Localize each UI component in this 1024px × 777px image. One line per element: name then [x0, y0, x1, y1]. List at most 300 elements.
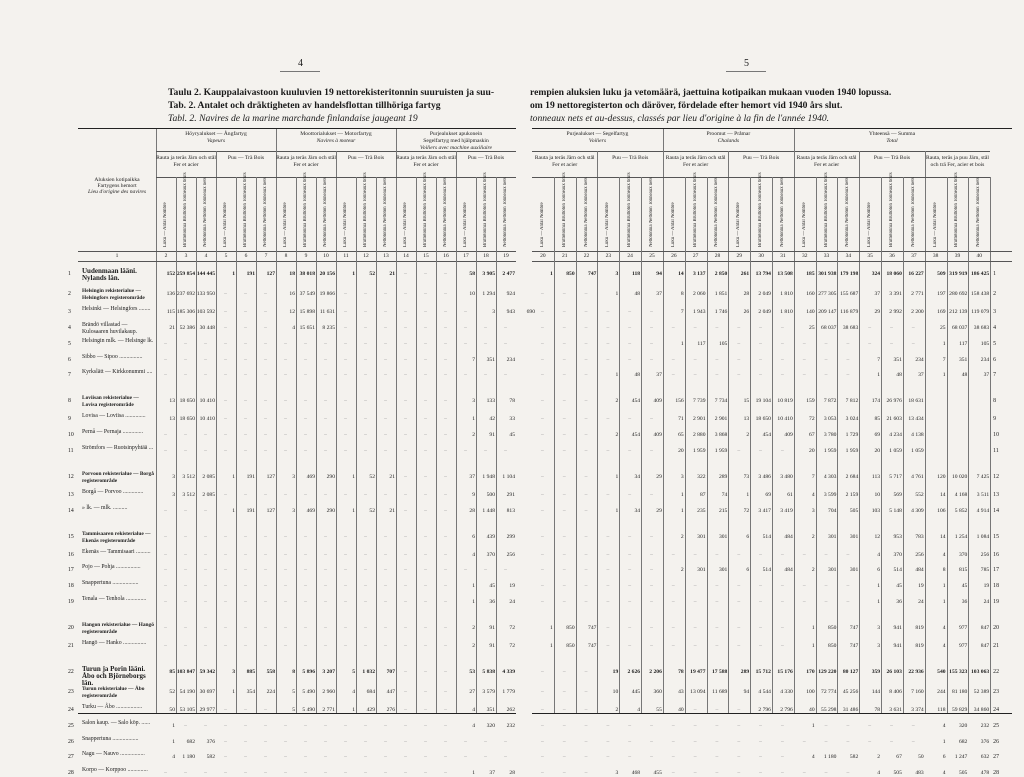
table-cell: 94	[656, 271, 662, 277]
table-cell: 747	[588, 271, 597, 277]
table-cell: 74	[721, 491, 728, 498]
table-cell: –	[484, 448, 487, 454]
table-cell: –	[164, 356, 167, 363]
table-cell: –	[671, 583, 675, 590]
table-cell: 7 425	[976, 473, 990, 480]
table-cell: 26 103	[886, 668, 902, 675]
table-cell: 3 374	[911, 706, 924, 713]
table-cell: –	[324, 551, 327, 558]
table-cell: 1	[232, 271, 235, 277]
table-cell: –	[224, 722, 227, 729]
table-cell: 1 948	[482, 473, 495, 480]
table-cell: –	[737, 583, 741, 590]
table-cell: –	[444, 491, 447, 498]
table-cell: 21 603	[886, 416, 902, 423]
table-cell: –	[244, 625, 247, 632]
table-cell: 1	[550, 271, 553, 277]
table-cell: 1	[172, 738, 175, 745]
column-number: 28	[714, 253, 721, 259]
table-cell: 2	[472, 432, 475, 439]
table-cell: –	[424, 625, 427, 632]
table-cell: –	[424, 738, 427, 745]
table-cell: 256	[980, 551, 990, 558]
table-cell: 34	[634, 473, 641, 480]
table-cell: 37	[489, 770, 495, 777]
row-label: Snappertuna ..................	[82, 580, 139, 587]
table-cell: –	[444, 722, 447, 729]
table-cell: –	[671, 722, 675, 729]
table-cell: 4 339	[502, 668, 515, 675]
title-swedish: Tab. 2. Antalet och dräktigheten av handelsflottan tillhöriga fartyg	[168, 100, 441, 111]
table-cell: 169	[937, 308, 946, 315]
table-cell: –	[562, 473, 566, 480]
table-cell: –	[384, 324, 387, 331]
table-cell: 484	[915, 567, 924, 574]
table-cell: –	[584, 340, 588, 347]
table-cell: –	[484, 372, 487, 379]
row-number: 26	[993, 738, 999, 745]
table-cell: –	[444, 688, 447, 695]
table-cell: 1	[680, 340, 684, 347]
table-cell: 1 247	[954, 754, 968, 761]
table-cell: 6	[746, 533, 750, 540]
table-cell: 1 959	[714, 448, 728, 454]
table-cell: –	[284, 643, 287, 649]
table-cell: 106	[937, 507, 946, 514]
table-cell: –	[204, 625, 207, 632]
table-cell: 48	[634, 372, 641, 379]
row-number: 24	[993, 706, 999, 713]
table-cell: –	[824, 372, 828, 379]
table-cell: 2 771	[322, 706, 335, 713]
table-cell: 3 419	[780, 507, 793, 514]
table-cell: –	[628, 599, 632, 606]
table-cell: –	[324, 770, 327, 777]
table-cell: –	[304, 448, 307, 454]
table-cell: 72	[809, 416, 815, 423]
table-cell: 409	[653, 398, 662, 405]
table-cell: –	[244, 583, 247, 590]
row-number: 27	[68, 754, 74, 761]
table-cell: –	[344, 551, 347, 558]
table-cell: 3 905	[482, 271, 495, 277]
table-cell: –	[541, 290, 544, 297]
table-cell: –	[781, 340, 784, 347]
table-cell: 224	[266, 688, 275, 695]
table-cell: 3	[172, 473, 175, 480]
table-cell: 24	[509, 599, 515, 606]
table-cell: 25	[809, 324, 815, 331]
table-cell: –	[715, 583, 719, 590]
table-cell: –	[364, 583, 367, 590]
table-cell: –	[541, 473, 544, 480]
table-cell: 67	[896, 754, 902, 761]
table-cell: 140	[806, 308, 815, 315]
table-cell: –	[184, 599, 187, 606]
table-cell: 3 579	[482, 688, 495, 695]
table-cell: –	[364, 416, 367, 423]
table-cell: –	[541, 416, 544, 423]
column-label: Nettotonnia Nettoton Tonneaux nets	[443, 177, 448, 247]
table-cell: –	[584, 599, 588, 606]
table-cell: –	[304, 738, 307, 745]
table-cell: 2	[680, 533, 684, 540]
table-cell: –	[541, 722, 544, 729]
table-cell: –	[759, 551, 762, 558]
table-cell: –	[424, 290, 427, 297]
column-label: Bruttotonnia Bruttoton Tonneaux bruts	[561, 172, 567, 247]
table-cell: –	[324, 722, 327, 729]
table-cell: –	[584, 432, 588, 439]
table-cell: –	[424, 583, 427, 590]
table-cell: –	[781, 643, 784, 649]
table-cell: 55	[656, 706, 662, 713]
table-cell: 1 294	[482, 290, 495, 297]
table-cell: 3 417	[758, 507, 771, 514]
table-cell: –	[693, 770, 697, 777]
row-number: 20	[68, 625, 74, 632]
table-cell: –	[364, 643, 367, 649]
table-cell: –	[562, 599, 566, 606]
table-cell: –	[404, 722, 407, 729]
column-label: Nettotonnia Nettoton Tonneaux nets	[383, 177, 388, 247]
table-cell: –	[344, 533, 347, 540]
row-number: 1	[68, 271, 71, 277]
table-cell: 185 306	[176, 308, 195, 315]
table-cell: –	[890, 722, 893, 729]
table-cell: 235	[697, 507, 706, 514]
table-cell: –	[693, 738, 697, 745]
table-cell: –	[284, 448, 287, 454]
table-cell: 18 060	[886, 271, 902, 277]
table-cell: –	[224, 754, 227, 761]
table-cell: –	[802, 356, 806, 363]
table-cell: 558	[266, 668, 275, 675]
table-cell: –	[264, 754, 267, 761]
table-cell: 2 880	[692, 432, 706, 439]
table-cell: –	[824, 599, 828, 606]
table-cell: 27	[469, 688, 475, 695]
table-cell: –	[404, 754, 407, 761]
column-number: 29	[736, 253, 743, 259]
table-cell: 10	[874, 491, 881, 498]
table-cell: –	[759, 583, 762, 590]
group-title-fr: Vapeurs	[206, 138, 226, 144]
table-cell: –	[868, 738, 872, 745]
table-cell: 18 631	[908, 398, 924, 405]
table-cell: –	[628, 416, 632, 423]
table-cell: 1 032	[362, 668, 375, 675]
table-cell: –	[384, 491, 387, 498]
row-label: Sibbo — Sipoo ................	[82, 353, 143, 360]
table-cell: 2 684	[845, 473, 859, 480]
table-cell: 351	[958, 356, 968, 363]
table-cell: 2	[472, 625, 475, 632]
table-cell: –	[384, 398, 387, 405]
table-cell: 301	[849, 567, 859, 574]
group-title-fr: Voiliers avec machine auxiliaire	[419, 145, 493, 151]
table-cell: –	[584, 551, 588, 558]
table-cell: 1	[472, 770, 475, 777]
table-cell: –	[562, 290, 566, 297]
row-label: Borgå — Porvoo ..............	[82, 488, 144, 495]
table-cell: –	[404, 583, 407, 590]
table-cell: 16	[289, 290, 295, 297]
table-cell: –	[781, 356, 784, 363]
table-cell: 15 651	[299, 324, 315, 331]
table-cell: 12	[874, 533, 881, 540]
table-cell: 2 049	[758, 290, 771, 297]
table-cell: –	[364, 324, 367, 331]
table-cell: –	[484, 754, 487, 761]
table-cell: 234	[915, 356, 924, 363]
table-cell: 977	[958, 625, 968, 632]
table-cell: –	[384, 643, 387, 649]
table-cell: –	[364, 770, 367, 777]
column-label: Bruttotonnia Bruttoton Tonneaux bruts	[423, 172, 428, 247]
table-cell: 5 838	[482, 668, 495, 675]
table-cell: –	[404, 625, 407, 632]
table-cell: 55 298	[821, 706, 837, 713]
table-cell: –	[244, 324, 247, 331]
table-cell: –	[244, 491, 247, 498]
table-cell: –	[424, 688, 427, 695]
column-number: 6	[244, 253, 248, 259]
table-cell: 118	[937, 706, 946, 713]
table-cell: 10 020	[951, 473, 968, 480]
subgroup-header: Rauta, teräs ja puu Järn, stål och trä Fer, acier et bois	[925, 155, 989, 168]
row-number: 27	[993, 754, 999, 761]
table-cell: –	[304, 567, 307, 574]
row-number: 23	[993, 688, 999, 695]
table-cell: 322	[697, 473, 706, 480]
group-header	[156, 131, 276, 145]
column-label: Bruttotonnia Bruttoton Tonneaux bruts	[363, 172, 368, 247]
table-cell: 4 234	[889, 432, 902, 439]
table-cell: –	[344, 308, 347, 315]
row-label: Helsingin mlk. — Helsinge lk.	[82, 337, 154, 344]
row-number: 5	[993, 340, 997, 347]
table-cell: –	[541, 583, 544, 590]
table-cell: 4 914	[976, 507, 990, 514]
table-cell: 7	[811, 473, 815, 480]
table-cell: –	[404, 599, 407, 606]
column-label: Nettotonnia Nettoton Tonneaux nets	[714, 177, 720, 247]
table-cell: 20	[678, 448, 684, 454]
table-cell: 197	[937, 290, 946, 297]
table-cell: 45	[509, 432, 515, 439]
table-cell: –	[584, 491, 588, 498]
row-number: 28	[993, 770, 999, 777]
table-cell: 103	[871, 507, 881, 514]
row-number: 2	[68, 290, 71, 297]
table-cell: –	[324, 448, 327, 454]
table-cell: 3	[492, 308, 495, 315]
table-cell: –	[737, 770, 741, 777]
table-cell: 3 511	[976, 491, 990, 498]
table-cell: –	[650, 567, 653, 574]
table-cell: 29 977	[199, 706, 215, 713]
row-number: 10	[68, 432, 74, 439]
table-cell: –	[404, 688, 407, 695]
table-cell: –	[650, 738, 653, 745]
table-cell: –	[344, 583, 347, 590]
table-cell: –	[364, 625, 367, 632]
table-cell: 429	[366, 706, 375, 713]
table-cell: 24	[918, 599, 924, 606]
table-cell: –	[204, 599, 207, 606]
table-cell: –	[404, 398, 407, 405]
table-cell: –	[384, 770, 387, 777]
table-cell: 14	[939, 491, 946, 498]
table-cell: 301	[718, 567, 728, 574]
table-cell: –	[464, 738, 467, 745]
table-cell: –	[344, 738, 347, 745]
table-cell: 469	[306, 473, 315, 480]
table-cell: 1	[746, 491, 750, 498]
table-cell: –	[693, 324, 697, 331]
table-cell: –	[606, 625, 610, 632]
table-cell: –	[606, 356, 610, 363]
table-cell: 3	[877, 643, 881, 649]
table-cell: –	[384, 448, 387, 454]
row-number: 15	[993, 533, 999, 540]
table-cell: –	[737, 340, 741, 347]
column-label: Bruttotonnia Bruttoton Tonneaux bruts	[758, 172, 764, 247]
table-cell: –	[606, 583, 610, 590]
table-cell: –	[364, 448, 367, 454]
table-cell: 4	[352, 688, 355, 695]
group-title: Yhteensä — Summa	[868, 131, 916, 137]
table-cell: 59 829	[951, 706, 968, 713]
table-cell: 569	[893, 491, 902, 498]
table-cell: –	[444, 448, 447, 454]
table-cell: 37	[874, 290, 881, 297]
column-number: 12	[363, 253, 369, 259]
table-cell: 1	[877, 372, 881, 379]
table-cell: 119 079	[971, 308, 990, 315]
table-cell: 67	[809, 432, 815, 439]
table-cell: –	[759, 448, 762, 454]
table-cell: –	[404, 473, 407, 480]
table-cell: –	[404, 491, 407, 498]
table-cell: 582	[206, 754, 215, 761]
table-cell: 38 683	[842, 324, 859, 331]
table-cell: –	[584, 533, 588, 540]
table-cell: –	[344, 324, 347, 331]
table-cell: –	[650, 583, 653, 590]
row-number: 22	[993, 668, 999, 675]
table-cell: 61	[787, 491, 793, 498]
table-cell: 320	[486, 722, 495, 729]
group-title: Höyryalukset — Ångfartyg	[185, 131, 247, 137]
table-cell: –	[244, 551, 247, 558]
table-cell: –	[650, 340, 653, 347]
table-cell: –	[584, 706, 588, 713]
table-cell: 37	[656, 372, 662, 379]
table-cell: 4 303	[823, 473, 837, 480]
table-cell: 376	[206, 738, 215, 745]
table-cell: 1	[680, 507, 684, 514]
subgroup-header: Rauta ja teräs Järn och stål Fer et acier	[276, 155, 336, 168]
table-cell: –	[606, 491, 610, 498]
column-number: 25	[649, 253, 655, 259]
table-cell: –	[424, 507, 427, 514]
table-cell: 5 490	[302, 706, 315, 713]
subgroup-rule	[396, 177, 516, 178]
table-cell: 38 683	[973, 324, 990, 331]
table-cell: 19	[509, 583, 515, 590]
table-cell: –	[846, 583, 850, 590]
table-cell: –	[224, 770, 227, 777]
table-cell: 156	[675, 398, 684, 405]
row-label: Hangö — Hanko ................	[82, 640, 147, 646]
table-cell: 1 746	[714, 308, 728, 315]
table-cell: –	[584, 754, 588, 761]
table-cell: 2	[746, 432, 750, 439]
table-cell: 3	[877, 625, 881, 632]
table-cell: 2 901	[692, 416, 706, 423]
table-cell: 276	[386, 706, 395, 713]
table-cell: 682	[958, 738, 968, 745]
table-cell: –	[693, 706, 697, 713]
column-label: Bruttotonnia Bruttoton Tonneaux bruts	[483, 172, 488, 247]
table-cell: 45	[489, 583, 495, 590]
table-cell: 37	[469, 473, 475, 480]
table-cell: –	[650, 754, 653, 761]
table-cell: 445	[631, 688, 641, 695]
table-cell: –	[781, 754, 784, 761]
table-cell: 10 410	[199, 398, 215, 405]
table-cell: 186 425	[970, 271, 990, 277]
table-cell: 17 588	[711, 668, 728, 675]
column-number: 3	[184, 253, 188, 259]
table-cell: 52 386	[179, 324, 195, 331]
table-cell: –	[184, 356, 187, 363]
table-cell: 78	[874, 706, 881, 713]
table-cell: –	[324, 599, 327, 606]
table-cell: 1 180	[823, 754, 837, 761]
table-cell: –	[824, 551, 828, 558]
column-label: Luku — Antal Nombre	[463, 202, 468, 247]
table-cell: 924	[506, 290, 515, 297]
table-cell: 370	[486, 551, 495, 558]
table-cell: –	[444, 356, 447, 363]
table-cell: –	[628, 491, 632, 498]
subgroup-header: Puu — Trä Bois	[347, 155, 385, 161]
column-label: Nettotonnia Nettoton Tonneaux nets	[503, 177, 508, 247]
table-cell: –	[264, 738, 267, 745]
table-cell: –	[606, 722, 610, 729]
table-cell: 72	[509, 643, 515, 649]
table-cell: –	[606, 533, 610, 540]
row-label: Loviisan rekisterialue — Lovisa registerområde	[82, 395, 139, 409]
column-number: 24	[627, 253, 633, 259]
row-number: 14	[993, 507, 999, 514]
table-cell: 52	[369, 473, 375, 480]
table-cell: –	[693, 722, 697, 729]
table-cell: –	[184, 770, 187, 777]
table-cell: –	[737, 599, 741, 606]
table-cell: 262	[506, 706, 515, 713]
table-cell: –	[384, 738, 387, 745]
row-number: 9	[68, 416, 71, 423]
table-cell: –	[628, 643, 632, 649]
table-cell: –	[184, 567, 187, 574]
table-cell: –	[562, 372, 566, 379]
table-cell: 505	[893, 770, 902, 777]
table-cell: –	[284, 625, 287, 632]
